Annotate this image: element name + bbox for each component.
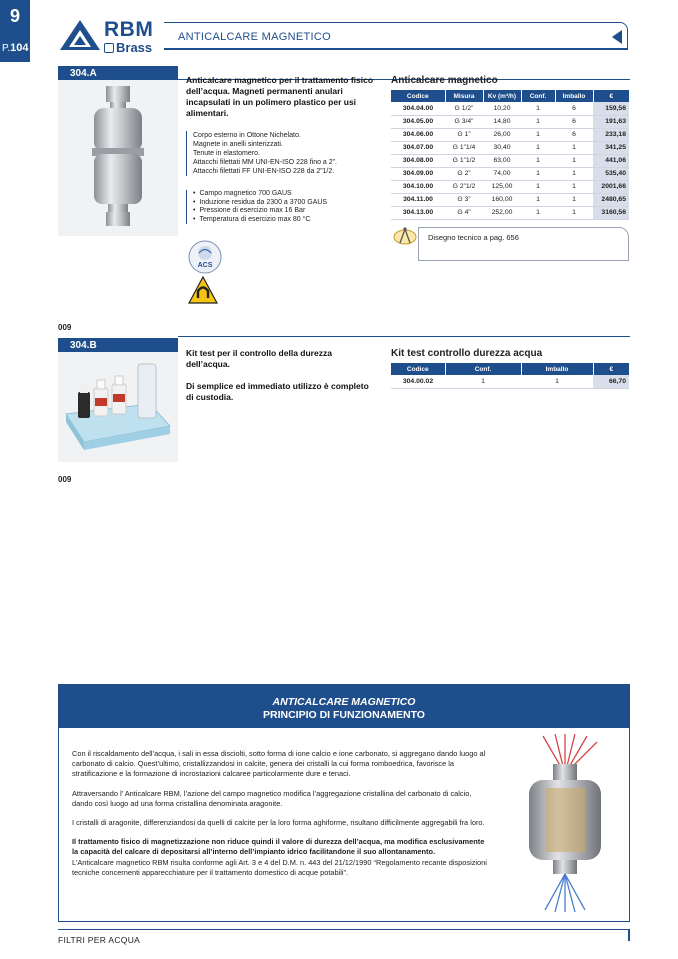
table-header-row — [391, 363, 629, 375]
cell-code: 304.11.00 — [391, 193, 445, 206]
section-label-304a: 304.A — [58, 66, 178, 80]
cell-conf: 1 — [521, 128, 555, 141]
section-label-304b: 304.B — [58, 338, 178, 352]
table-row — [391, 206, 629, 219]
cell-kv: 10,20 — [483, 102, 521, 115]
footer-rule — [58, 929, 630, 930]
cell-kv: 160,00 — [483, 193, 521, 206]
acs-badge — [188, 240, 222, 274]
bullet-item: • Temperatura di esercizio max 80 °C — [193, 216, 376, 225]
principle-header — [58, 684, 630, 728]
principle-title-1: ANTICALCARE MAGNETICO — [272, 696, 416, 708]
cell-conf: 1 — [521, 102, 555, 115]
brand-sub — [104, 40, 152, 55]
cell-size: G 1” — [445, 128, 483, 141]
chapter-tab — [0, 0, 30, 62]
column-header: € — [593, 363, 629, 375]
header-title: ANTICALCARE MAGNETICO — [178, 31, 331, 43]
cell-price: 2480,65 — [593, 193, 629, 206]
cell-pack: 1 — [555, 193, 593, 206]
cell-pack: 1 — [555, 141, 593, 154]
section-b-footer-code: 009 — [58, 475, 72, 484]
table-a-title: Anticalcare magnetico — [391, 75, 498, 86]
brass-box-icon — [104, 43, 114, 53]
column-header: Codice — [391, 90, 445, 102]
drawing-compass-icon — [392, 225, 418, 247]
column-header: Codice — [391, 363, 445, 375]
principle-bold-statement: Il trattamento fisico di magnetizzazione non riduce quindi il valore di durezza dell’acqua, ma modifica esclusivamente la capacità del calcare di depositarsi all’interno dell’impianto idrico facilitandone il suo allontanamento. — [72, 837, 485, 857]
cell-code: 304.08.00 — [391, 154, 445, 167]
cell-code: 304.05.00 — [391, 115, 445, 128]
cell-size: G 3” — [445, 193, 483, 206]
test-kit-illustration — [58, 352, 178, 462]
cell-code: 304.10.00 — [391, 180, 445, 193]
table-header-row — [391, 90, 629, 102]
principle-paragraph: I cristalli di aragonite, differenziandosi da quelli di calcite per la loro forma aghiforme, risultano difficilmente aggregabili fra loro. — [72, 818, 485, 828]
acs-badge-text: ACS — [197, 262, 213, 269]
section-b-rule — [178, 336, 630, 337]
cell-conf: 1 — [521, 167, 555, 180]
header-arrow-icon — [612, 30, 622, 44]
cell-price: 535,40 — [593, 167, 629, 180]
spec-line: Attacchi filettati MM UNI-EN-ISO 228 fino a 2”. — [193, 159, 337, 166]
page-number — [2, 42, 29, 54]
section-a-footer-code: 009 — [58, 323, 72, 332]
cell-code: 304.04.00 — [391, 102, 445, 115]
section-a-headline: Anticalcare magnetico per il trattamento fisico dell’acqua. Magneti permanenti anulari incapsulati in un polimero plastico per usi alimentari. — [186, 75, 374, 118]
principle-paragraph: Attraversando l’ Anticalcare RBM, l’azione del campo magnetico modifica l’aggregazione cristallina del carbonato di calcio, dando così luogo ad una forma cristallina denominata aragonite. — [72, 788, 472, 808]
table-row — [391, 167, 629, 180]
table-b — [391, 363, 629, 389]
cell-pack: 1 — [555, 154, 593, 167]
cell-size: G 1”1/2 — [445, 154, 483, 167]
cell-conf: 1 — [521, 206, 555, 219]
cell-pack: 1 — [555, 167, 593, 180]
table-row — [391, 141, 629, 154]
cell-code: 304.13.00 — [391, 206, 445, 219]
rbm-logo — [58, 16, 158, 56]
cell-price: 233,18 — [593, 128, 629, 141]
table-row — [391, 102, 629, 115]
cell-price: 191,63 — [593, 115, 629, 128]
logo-triangle-icon — [58, 18, 102, 52]
principle-title-2: PRINCIPIO DI FUNZIONAMENTO — [263, 709, 425, 721]
brand-sub-text: Brass — [116, 40, 153, 55]
spec-line: Magnete in anelli sinterizzati. — [193, 141, 283, 148]
cell-pack: 1 — [555, 180, 593, 193]
cell-size: G 2” — [445, 167, 483, 180]
table-row — [391, 193, 629, 206]
chapter-number: 9 — [9, 6, 20, 26]
cell-kv: 125,00 — [483, 180, 521, 193]
cell-pack: 6 — [555, 128, 593, 141]
principle-compliance: L’Anticalcare magnetico RBM risulta conforme agli Art. 3 e 4 del D.M. n. 443 del 21/12/1990 “Regolamento recante disposizioni tecniche concernenti apparecchiature per il trattamento domestico di acque potabili”. — [72, 857, 487, 877]
cell-size: G 1”1/4 — [445, 141, 483, 154]
spec-line: Corpo esterno in Ottone Nichelato. — [193, 132, 301, 139]
cell-price: 66,70 — [593, 375, 629, 388]
cell-pack: 1 — [555, 206, 593, 219]
descaler-illustration — [58, 80, 178, 236]
cell-conf: 1 — [521, 154, 555, 167]
footer-tick — [628, 929, 630, 941]
table-row — [391, 180, 629, 193]
principle-illustration — [515, 734, 615, 914]
cell-price: 3160,56 — [593, 206, 629, 219]
principle-paragraph: Con il riscaldamento dell’acqua, i sali in essa disciolti, sotto forma di ione calcio e ione carbonato, si aggregano dando luogo al carbonato di calcio. Quest’ultimo, cristallizzandosi in calcite, genera dei cristalli la cui forma romboedrica, favorisce la stratificazione e la formazione di incrostazioni calcaree particolarmente dure e tenaci. — [72, 749, 486, 779]
cell-pack: 1 — [521, 375, 593, 388]
section-b-headline-1: Kit test per il controllo della durezza dell’acqua. — [186, 348, 332, 369]
table-b-title: Kit test controllo durezza acqua — [391, 348, 543, 359]
cell-price: 159,56 — [593, 102, 629, 115]
cell-size: G 4” — [445, 206, 483, 219]
cell-pack: 6 — [555, 102, 593, 115]
cell-price: 441,06 — [593, 154, 629, 167]
table-row — [391, 115, 629, 128]
cell-kv: 26,00 — [483, 128, 521, 141]
cell-conf: 1 — [521, 141, 555, 154]
page-prefix: P. — [2, 43, 11, 54]
magnet-warning-icon — [188, 276, 218, 304]
cell-code: 304.09.00 — [391, 167, 445, 180]
column-header: Conf. — [445, 363, 521, 375]
table-row — [391, 375, 629, 388]
bullet-item: • Campo magnetico 700 GAUS — [193, 190, 376, 199]
cell-conf: 1 — [445, 375, 521, 388]
column-header: € — [593, 90, 629, 102]
cell-kv: 63,00 — [483, 154, 521, 167]
descaler-cutaway-illustration — [515, 734, 615, 914]
cell-conf: 1 — [521, 115, 555, 128]
cell-price: 2001,66 — [593, 180, 629, 193]
column-header: Kv (m³/h) — [483, 90, 521, 102]
spec-line: Attacchi filettati FF UNI-EN-ISO 228 da 2”1/2. — [193, 168, 335, 175]
cell-kv: 30,40 — [483, 141, 521, 154]
cell-size: G 2”1/2 — [445, 180, 483, 193]
cell-pack: 6 — [555, 115, 593, 128]
section-a-specs — [186, 131, 376, 176]
product-image-magnetic-descaler — [58, 80, 178, 236]
cell-code: 304.06.00 — [391, 128, 445, 141]
cell-conf: 1 — [521, 180, 555, 193]
cell-price: 341,25 — [593, 141, 629, 154]
principle-text — [72, 749, 492, 887]
cell-kv: 74,00 — [483, 167, 521, 180]
product-image-test-kit — [58, 352, 178, 462]
bullet-item: • Pressione di esercizio max 16 Bar — [193, 207, 376, 216]
column-header: Conf. — [521, 90, 555, 102]
table-row — [391, 154, 629, 167]
magnetic-field-warning — [188, 276, 218, 304]
cell-kv: 14,80 — [483, 115, 521, 128]
footer-section-name: FILTRI PER ACQUA — [58, 935, 141, 945]
table-a — [391, 90, 629, 220]
column-header: Misura — [445, 90, 483, 102]
bullet-item: • Induzione residua da 2300 a 3700 GAUS — [193, 199, 376, 208]
brand-name: RBM — [104, 18, 154, 41]
spec-line: Tenute in elastomero. — [193, 150, 260, 157]
cell-kv: 252,00 — [483, 206, 521, 219]
column-header: Imballo — [521, 363, 593, 375]
cell-code: 304.00.02 — [391, 375, 445, 388]
cell-conf: 1 — [521, 193, 555, 206]
column-header: Imballo — [555, 90, 593, 102]
page-number-value: 104 — [10, 42, 29, 54]
cell-code: 304.07.00 — [391, 141, 445, 154]
cell-size: G 1/2” — [445, 102, 483, 115]
technical-drawing-icon — [392, 225, 418, 247]
table-row — [391, 128, 629, 141]
section-a-bullets — [186, 190, 376, 224]
section-b-headline-2: Di semplice ed immediato utilizzo è completo di custodia. — [186, 381, 369, 402]
note-text: Disegno tecnico a pag. 656 — [428, 233, 519, 242]
cell-size: G 3/4” — [445, 115, 483, 128]
